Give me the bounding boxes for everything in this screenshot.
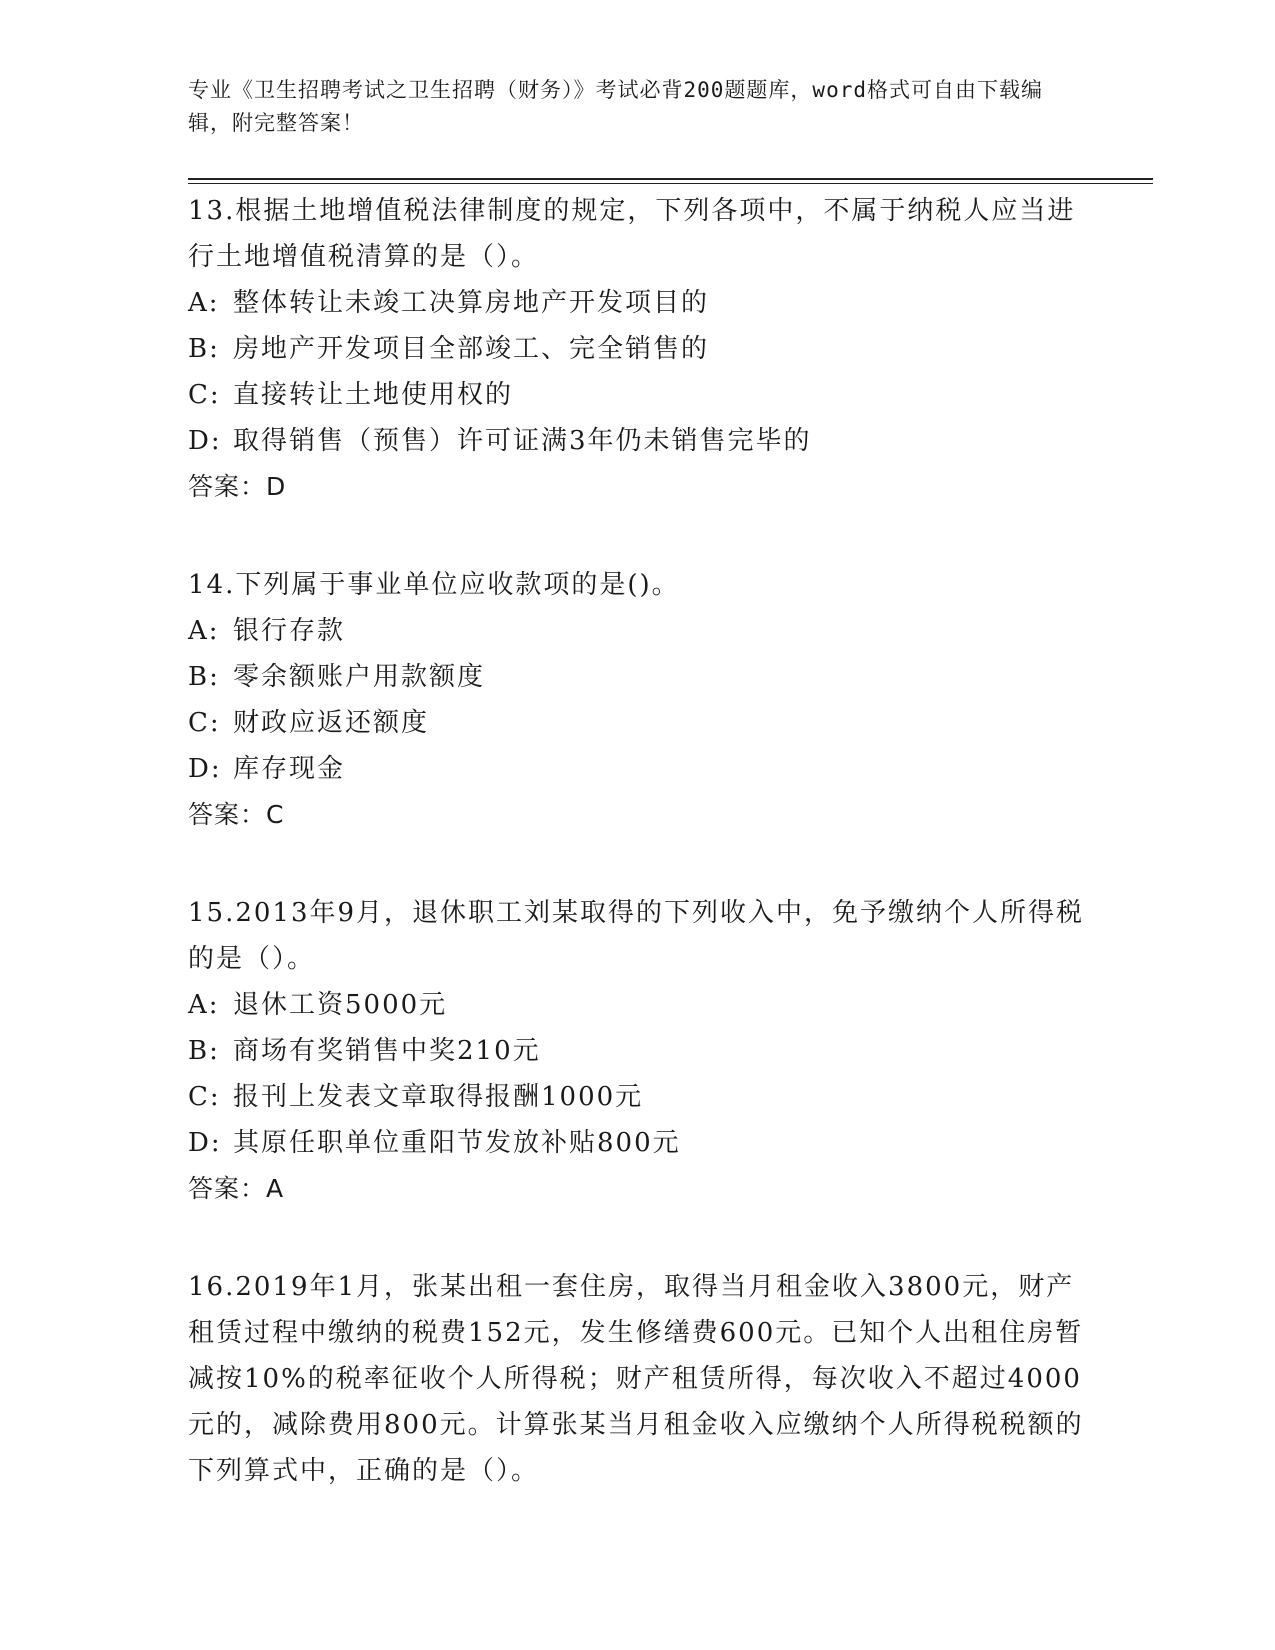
option-letter: A: — [188, 616, 220, 646]
option-text: 商场有奖销售中奖210元 — [233, 1036, 541, 1066]
question-15 — [188, 890, 1088, 1212]
option-text: 财政应返还额度 — [233, 708, 430, 738]
question-14 — [188, 562, 1088, 838]
option-text: 直接转让土地使用权的 — [233, 380, 514, 410]
option-a — [188, 608, 1088, 654]
header-divider-thick — [188, 178, 1153, 180]
option-letter: D: — [188, 754, 222, 784]
answer-line: 答案：D — [188, 472, 287, 501]
answer-line: 答案：A — [188, 1174, 285, 1203]
option-letter: B: — [188, 662, 220, 692]
header-text: 专业《卫生招聘考试之卫生招聘（财务）》考试必背200题题库，word格式可自由下载编辑，附完整答案！ — [188, 78, 1043, 135]
question-list — [188, 188, 1088, 1546]
question-stem: 13.根据土地增值税法律制度的规定，下列各项中，不属于纳税人应当进行土地增值税清算的是（）。 — [188, 196, 1076, 272]
option-d — [188, 746, 1088, 792]
option-letter: C: — [188, 380, 221, 410]
question-stem: 14.下列属于事业单位应收款项的是()。 — [188, 570, 680, 600]
option-text: 零余额账户用款额度 — [233, 662, 486, 692]
option-text: 整体转让未竣工决算房地产开发项目的 — [233, 288, 710, 318]
option-letter: D: — [188, 426, 222, 456]
option-letter: B: — [188, 1036, 220, 1066]
option-letter: A: — [188, 288, 220, 318]
question-stem: 15.2013年9月，退休职工刘某取得的下列收入中，免予缴纳个人所得税的是（）。 — [188, 898, 1085, 974]
option-a — [188, 280, 1088, 326]
option-text: 取得销售（预售）许可证满3年仍未销售完毕的 — [233, 426, 812, 456]
option-letter: C: — [188, 1082, 221, 1112]
answer-line: 答案：C — [188, 800, 285, 829]
question-13 — [188, 188, 1088, 510]
header-divider-thin — [188, 183, 1153, 184]
option-a — [188, 982, 1088, 1028]
option-text: 银行存款 — [233, 616, 346, 646]
option-d — [188, 1120, 1088, 1166]
option-c — [188, 372, 1088, 418]
option-letter: C: — [188, 708, 221, 738]
option-text: 库存现金 — [233, 754, 346, 784]
document-header — [188, 74, 1068, 140]
option-c — [188, 1074, 1088, 1120]
option-text: 房地产开发项目全部竣工、完全销售的 — [233, 334, 710, 364]
question-stem: 16.2019年1月，张某出租一套住房，取得当月租金收入3800元，财产租赁过程中缴纳的税费152元，发生修缮费600元。已知个人出租住房暂减按10%的税率征收个人所得税；财产租赁所得，每次收入不超过4000元的，减除费用800元。计算张某当月租金收入应缴纳个人所得税税额的下列算式中，正确的是（）。 — [188, 1272, 1084, 1486]
option-text: 退休工资5000元 — [233, 990, 448, 1020]
option-b — [188, 654, 1088, 700]
option-b — [188, 1028, 1088, 1074]
option-b — [188, 326, 1088, 372]
option-c — [188, 700, 1088, 746]
option-d — [188, 418, 1088, 464]
option-letter: B: — [188, 334, 220, 364]
question-16 — [188, 1264, 1088, 1494]
option-letter: D: — [188, 1128, 222, 1158]
option-text: 其原任职单位重阳节发放补贴800元 — [233, 1128, 681, 1158]
option-letter: A: — [188, 990, 220, 1020]
option-text: 报刊上发表文章取得报酬1000元 — [233, 1082, 644, 1112]
